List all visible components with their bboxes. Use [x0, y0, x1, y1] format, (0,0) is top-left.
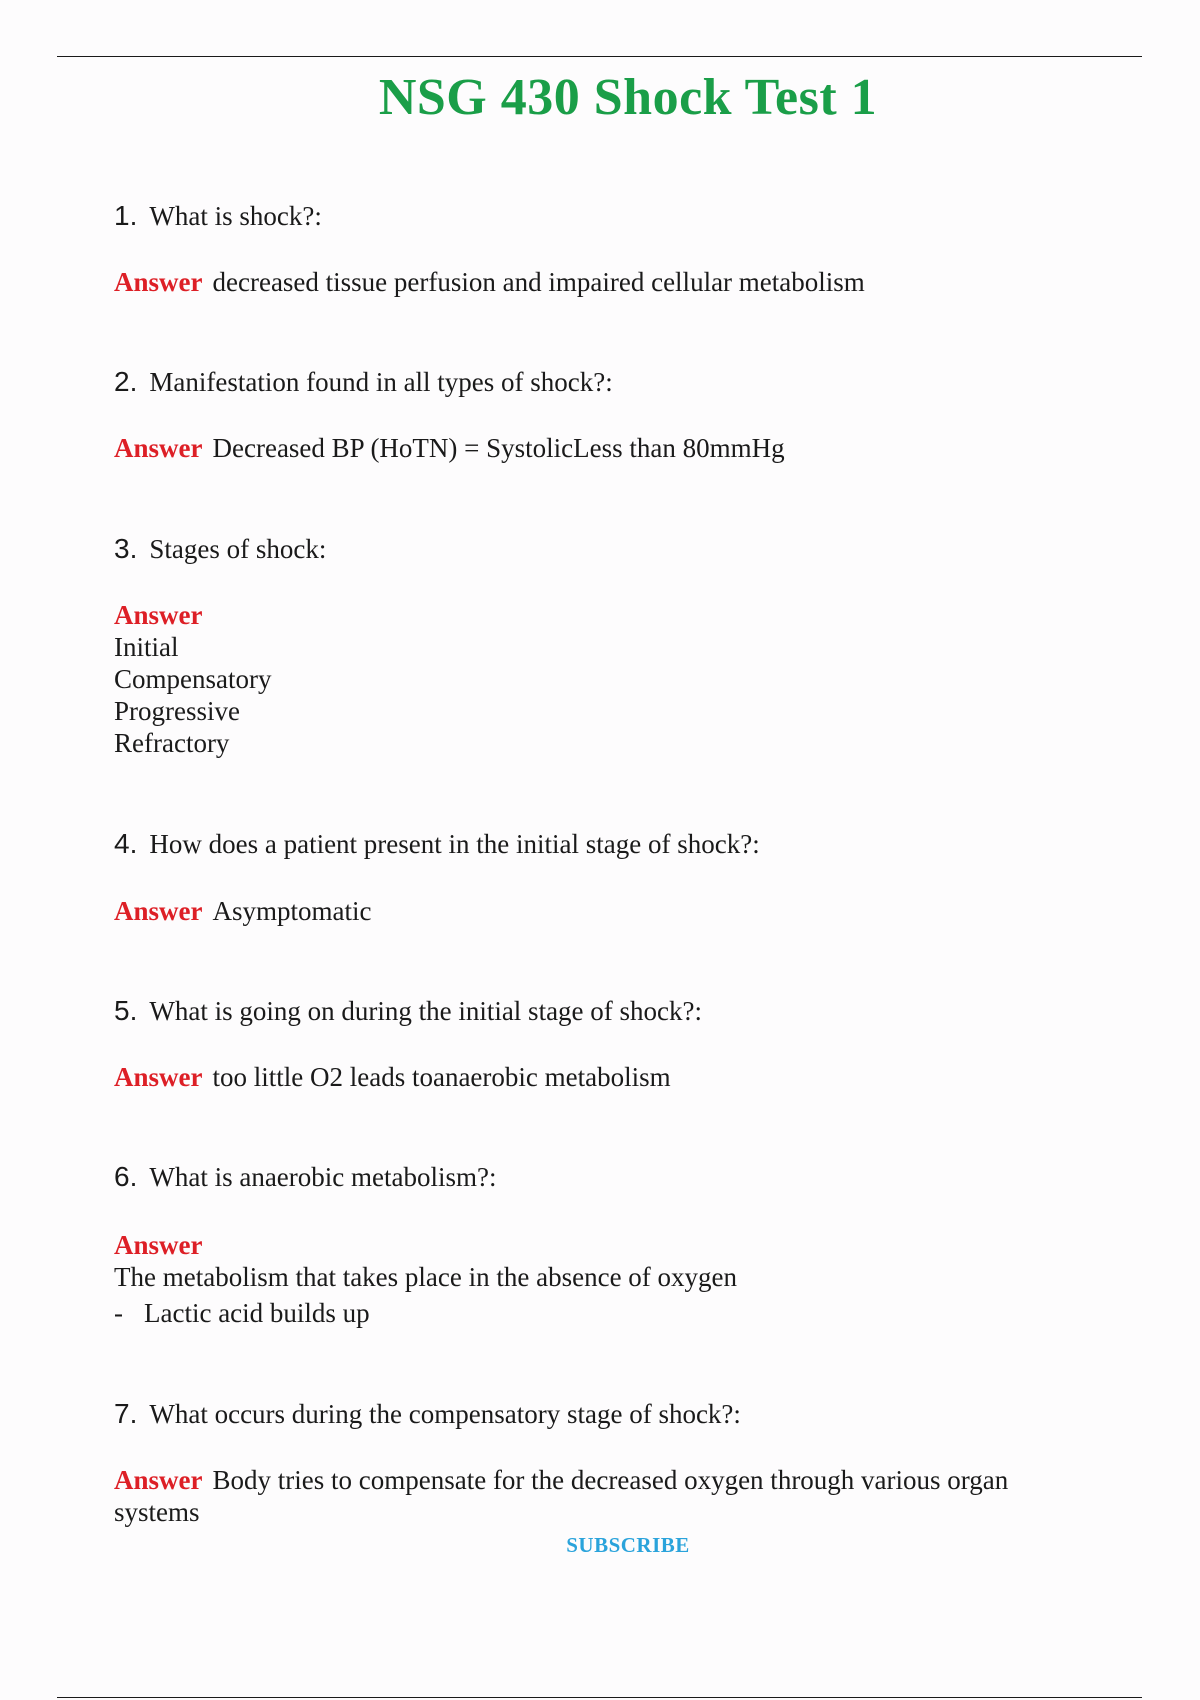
- question-text: How does a patient present in the initial stage of shock?:: [149, 829, 760, 859]
- answer-label: Answer: [114, 433, 203, 463]
- question-text: What is anaerobic metabolism?:: [149, 1162, 497, 1192]
- answer-line: Compensatory: [114, 664, 272, 694]
- answer-6: [114, 1229, 1074, 1329]
- answer-line: The metabolism that takes place in the absence of oxygen: [114, 1262, 738, 1292]
- answer-label: Answer: [114, 267, 203, 297]
- answer-label: Answer: [114, 896, 203, 926]
- answer-5: [114, 1061, 1074, 1093]
- answer-4: [114, 895, 1074, 927]
- question-text: What is shock?:: [149, 201, 322, 231]
- question-text: Manifestation found in all types of shock?:: [149, 367, 613, 397]
- question-5: [114, 995, 702, 1027]
- answer-line: Progressive: [114, 696, 240, 726]
- question-number: 6.: [114, 1161, 138, 1192]
- question-1: [114, 200, 322, 232]
- answer-3: [114, 599, 1074, 759]
- question-6: [114, 1161, 496, 1193]
- answer-line: Initial: [114, 632, 179, 662]
- bottom-rule: [57, 1697, 1142, 1698]
- answer-text: too little O2 leads toanaerobic metabolism: [212, 1062, 671, 1092]
- question-text: What occurs during the compensatory stage of shock?:: [149, 1399, 741, 1429]
- question-number: 4.: [114, 828, 138, 859]
- top-rule: [57, 56, 1142, 57]
- answer-7: [114, 1464, 1074, 1528]
- bullet-dash: -: [114, 1298, 123, 1328]
- subscribe-link[interactable]: SUBSCRIBE: [566, 1533, 690, 1557]
- question-number: 7.: [114, 1398, 138, 1429]
- question-number: 2.: [114, 366, 138, 397]
- question-4: [114, 828, 760, 860]
- answer-text: decreased tissue perfusion and impaired cellular metabolism: [212, 267, 865, 297]
- question-number: 3.: [114, 533, 138, 564]
- answer-line: Refractory: [114, 728, 230, 758]
- question-7: [114, 1398, 741, 1430]
- answer-text: Decreased BP (HoTN) = SystolicLess than 80mmHg: [212, 433, 785, 463]
- answer-label: Answer: [114, 1465, 203, 1495]
- answer-label: Answer: [114, 1230, 203, 1260]
- bullet-text: Lactic acid builds up: [144, 1298, 370, 1328]
- answer-label: Answer: [114, 1062, 203, 1092]
- answer-1: [114, 266, 1074, 298]
- question-text: Stages of shock:: [149, 534, 327, 564]
- answer-text: Asymptomatic: [212, 896, 372, 926]
- answer-2: [114, 432, 1074, 464]
- question-3: [114, 533, 326, 565]
- question-number: 1.: [114, 200, 138, 231]
- question-text: What is going on during the initial stage of shock?:: [149, 996, 703, 1026]
- answer-text: Body tries to compensate for the decreased oxygen through various organ systems: [114, 1465, 1009, 1527]
- question-2: [114, 366, 613, 398]
- answer-label: Answer: [114, 600, 203, 630]
- answer-bullet: [114, 1297, 1074, 1329]
- page-title: NSG 430 Shock Test 1: [378, 69, 878, 126]
- question-number: 5.: [114, 995, 138, 1026]
